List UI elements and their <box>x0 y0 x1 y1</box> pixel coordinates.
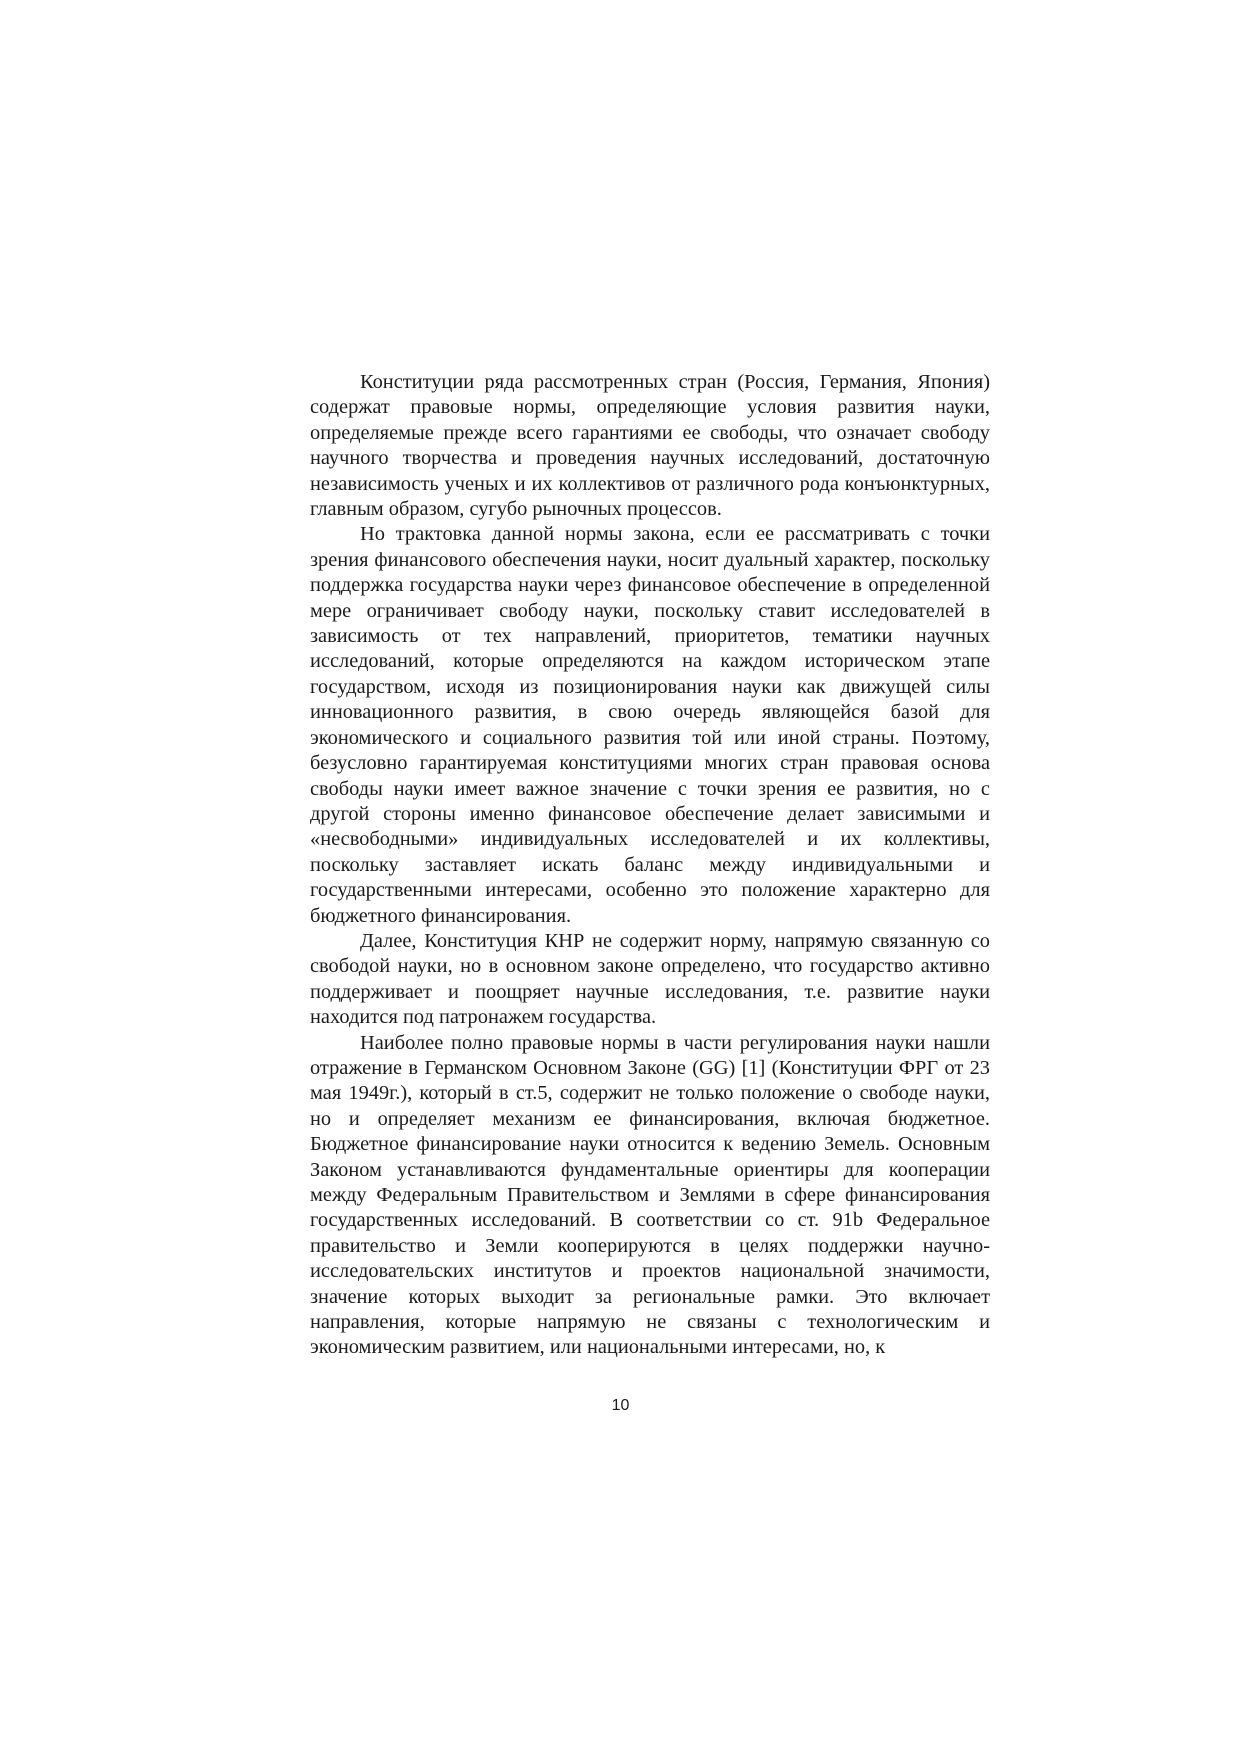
page-number: 10 <box>611 1397 630 1414</box>
paragraph-2: Но трактовка данной нормы закона, если ее рассматривать с точки зрения финансового обеспечения науки, носит дуальный характер, поскольку поддержка государства науки через финансовое обеспечение в определенной мере ограничивает свободу науки, поскольку ставит исследователей в зависимость от тех направлений, приоритетов, тематики научных исследований, которые определяются на каждом историческом этапе государством, исходя из позиционирования науки как движущей силы инновационного развития, в свою очередь являющейся базой для экономического и социального развития той или иной страны. Поэтому, безусловно гарантируемая конституциями многих стран правовая основа свободы науки имеет важное значение с точки зрения ее развития, но с другой стороны именно финансовое обеспечение делает зависимыми и «несвободными» индивидуальных исследователей и их коллективы, поскольку заставляет искать баланс между индивидуальными и государственными интересами, особенно это положение характерно для бюджетного финансирования. <box>310 523 990 927</box>
body-text <box>310 370 990 1361</box>
paragraph-1: Конституции ряда рассмотренных стран (Россия, Германия, Япония) содержат правовые нормы, определяющие условия развития науки, определяемые прежде всего гарантиями ее свободы, что означает свободу научного творчества и проведения научных исследований, достаточную независимость ученых и их коллективов от различного рода конъюнктурных, главным образом, сугубо рыночных процессов. <box>310 371 990 521</box>
paragraph-4: Наиболее полно правовые нормы в части регулирования науки нашли отражение в Германском Основном Законе (GG) [1] (Конституции ФРГ от 23 мая 1949г.), который в ст.5, содержит не только положение о свободе науки, но и определяет механизм ее финансирования, включая бюджетное. Бюджетное финансирование науки относится к ведению Земель. Основным Законом устанавливаются фундаментальные ориентиры для кооперации между Федеральным Правительством и Землями в сфере финансирования государственных исследований. В соответствии со ст. 91b Федеральное правительство и Земли кооперируются в целях поддержки научно-исследовательских институтов и проектов национальной значимости, значение которых выходит за региональные рамки. Это включает направления, которые напрямую не связаны с технологическим и экономическим развитием, или национальными интересами, но, к <box>310 1031 990 1359</box>
paragraph-3: Далее, Конституция КНР не содержит норму, напрямую связанную со свободой науки, но в основном законе определено, что государство активно поддерживает и поощряет научные исследования, т.е. развитие науки находится под патронажем государства. <box>310 929 990 1029</box>
